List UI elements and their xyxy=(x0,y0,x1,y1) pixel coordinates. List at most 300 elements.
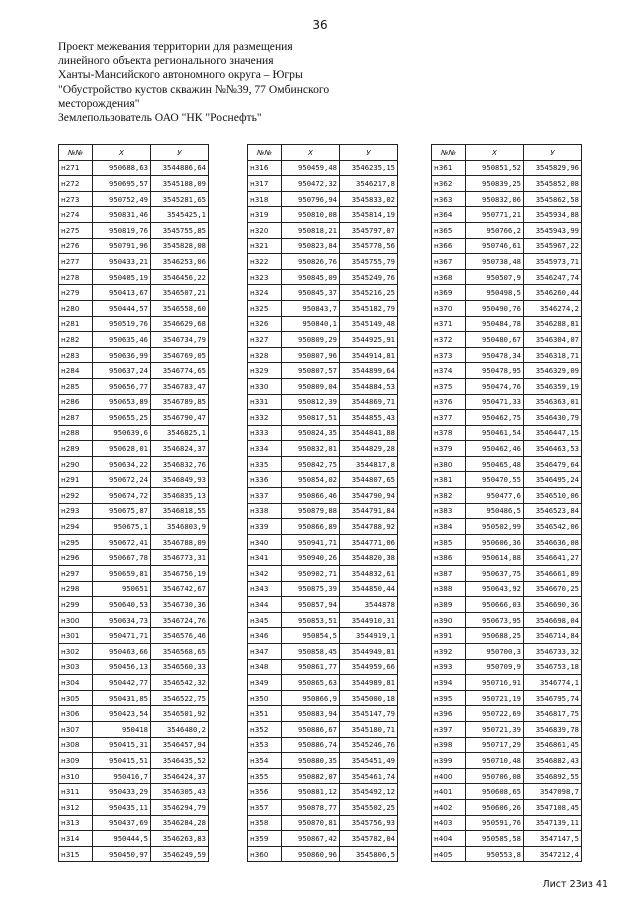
table-row xyxy=(432,300,582,316)
x-coordinate: 950637,24 xyxy=(93,363,151,379)
y-coordinate: 3545756,93 xyxy=(340,815,398,831)
y-coordinate: 3544771,06 xyxy=(340,534,398,550)
table-row xyxy=(248,550,398,566)
x-coordinate: 950486,5 xyxy=(466,503,524,519)
x-coordinate: 950865,63 xyxy=(282,675,340,691)
table-row xyxy=(432,363,582,379)
y-coordinate: 3545797,07 xyxy=(340,222,398,238)
y-coordinate: 3544878 xyxy=(340,597,398,613)
y-coordinate: 3545862,58 xyxy=(524,191,582,207)
x-coordinate: 950635,46 xyxy=(93,332,151,348)
y-coordinate: 3546424,37 xyxy=(151,768,209,784)
point-id: н313 xyxy=(59,815,93,831)
x-coordinate: 950442,77 xyxy=(93,675,151,691)
y-coordinate: 3546629,68 xyxy=(151,316,209,332)
table-row xyxy=(59,410,209,426)
table-row xyxy=(248,347,398,363)
point-id: н396 xyxy=(432,706,466,722)
x-coordinate: 950858,45 xyxy=(282,644,340,660)
y-coordinate: 3546363,01 xyxy=(524,394,582,410)
point-id: н327 xyxy=(248,332,282,348)
table-row xyxy=(432,675,582,691)
table-row xyxy=(248,753,398,769)
table-row xyxy=(248,441,398,457)
table-row xyxy=(432,566,582,582)
table-row xyxy=(432,846,582,862)
point-id: н312 xyxy=(59,799,93,815)
point-id: н404 xyxy=(432,831,466,847)
point-id: н347 xyxy=(248,644,282,660)
x-coordinate: 950444,57 xyxy=(93,300,151,316)
point-id: н401 xyxy=(432,784,466,800)
y-coordinate: 3546235,15 xyxy=(340,160,398,176)
x-coordinate: 950643,92 xyxy=(466,581,524,597)
x-coordinate: 950634,22 xyxy=(93,456,151,472)
table-row xyxy=(59,706,209,722)
title-line: линейного объекта регионального значения xyxy=(58,54,274,68)
point-id: н301 xyxy=(59,628,93,644)
point-id: н348 xyxy=(248,659,282,675)
point-id: н281 xyxy=(59,316,93,332)
table-row xyxy=(59,176,209,192)
point-id: н272 xyxy=(59,176,93,192)
x-coordinate: 950415,51 xyxy=(93,753,151,769)
table-row xyxy=(59,503,209,519)
table-row xyxy=(432,410,582,426)
table-row xyxy=(59,519,209,535)
point-id: н332 xyxy=(248,410,282,426)
point-id: н381 xyxy=(432,472,466,488)
y-coordinate: 3546447,15 xyxy=(524,425,582,441)
point-id: н395 xyxy=(432,690,466,706)
table-row xyxy=(59,721,209,737)
y-coordinate: 3546661,89 xyxy=(524,566,582,582)
point-id: н357 xyxy=(248,799,282,815)
table-row xyxy=(59,363,209,379)
point-id: н314 xyxy=(59,831,93,847)
y-coordinate: 3544886,64 xyxy=(151,160,209,176)
y-coordinate: 3544925,91 xyxy=(340,332,398,348)
y-coordinate: 3545833,02 xyxy=(340,191,398,207)
point-id: н392 xyxy=(432,644,466,660)
point-id: н277 xyxy=(59,254,93,270)
table-row xyxy=(59,347,209,363)
table-row xyxy=(248,456,398,472)
x-coordinate: 950902,71 xyxy=(282,566,340,582)
point-id: н317 xyxy=(248,176,282,192)
table-row xyxy=(59,566,209,582)
y-coordinate: 3546463,53 xyxy=(524,441,582,457)
table-row xyxy=(248,316,398,332)
x-coordinate: 950674,72 xyxy=(93,488,151,504)
y-coordinate: 3546253,06 xyxy=(151,254,209,270)
x-coordinate: 950866,89 xyxy=(282,519,340,535)
y-coordinate: 3545782,04 xyxy=(340,831,398,847)
y-coordinate: 3546274,2 xyxy=(524,300,582,316)
y-coordinate: 3545778,56 xyxy=(340,238,398,254)
title-line: Землепользователь ОАО "НК "Роснефть" xyxy=(58,111,262,125)
x-coordinate: 950810,08 xyxy=(282,207,340,223)
point-id: н287 xyxy=(59,410,93,426)
table-row xyxy=(248,721,398,737)
point-id: н376 xyxy=(432,394,466,410)
table-row xyxy=(432,378,582,394)
y-coordinate: 3546294,79 xyxy=(151,799,209,815)
point-id: н337 xyxy=(248,488,282,504)
x-coordinate: 950655,25 xyxy=(93,410,151,426)
point-id: н333 xyxy=(248,425,282,441)
point-id: н370 xyxy=(432,300,466,316)
point-id: н346 xyxy=(248,628,282,644)
table-row xyxy=(248,534,398,550)
x-coordinate: 950634,73 xyxy=(93,612,151,628)
y-coordinate: 3546479,64 xyxy=(524,456,582,472)
x-coordinate: 950498,5 xyxy=(466,285,524,301)
table-row xyxy=(432,737,582,753)
coordinates-table-2 xyxy=(247,144,398,862)
table-row xyxy=(248,706,398,722)
x-coordinate: 950866,9 xyxy=(282,690,340,706)
x-coordinate: 950435,11 xyxy=(93,799,151,815)
point-id: н398 xyxy=(432,737,466,753)
point-id: н336 xyxy=(248,472,282,488)
y-coordinate: 3544820,38 xyxy=(340,550,398,566)
point-id: н377 xyxy=(432,410,466,426)
y-coordinate: 3546456,22 xyxy=(151,269,209,285)
header-x: X xyxy=(282,145,340,161)
table-row xyxy=(248,394,398,410)
table-row xyxy=(248,176,398,192)
point-id: н400 xyxy=(432,768,466,784)
y-coordinate: 3546832,76 xyxy=(151,456,209,472)
x-coordinate: 950636,99 xyxy=(93,347,151,363)
x-coordinate: 950826,76 xyxy=(282,254,340,270)
point-id: н383 xyxy=(432,503,466,519)
y-coordinate: 3547147,5 xyxy=(524,831,582,847)
point-id: н282 xyxy=(59,332,93,348)
y-coordinate: 3545814,19 xyxy=(340,207,398,223)
table-row xyxy=(59,456,209,472)
point-id: н296 xyxy=(59,550,93,566)
point-id: н351 xyxy=(248,706,282,722)
y-coordinate: 3546430,79 xyxy=(524,410,582,426)
point-id: н338 xyxy=(248,503,282,519)
y-coordinate: 3546795,74 xyxy=(524,690,582,706)
table-row xyxy=(248,332,398,348)
table-row xyxy=(248,254,398,270)
x-coordinate: 950738,48 xyxy=(466,254,524,270)
y-coordinate: 3546756,19 xyxy=(151,566,209,582)
x-coordinate: 950880,35 xyxy=(282,753,340,769)
table-row xyxy=(59,550,209,566)
y-coordinate: 3546495,24 xyxy=(524,472,582,488)
y-coordinate: 3545461,74 xyxy=(340,768,398,784)
table-row xyxy=(248,378,398,394)
x-coordinate: 950840,1 xyxy=(282,316,340,332)
header-y: У xyxy=(151,145,209,161)
point-id: н322 xyxy=(248,254,282,270)
table-header-row xyxy=(248,145,398,161)
y-coordinate: 3545755,79 xyxy=(340,254,398,270)
table-row xyxy=(248,503,398,519)
table-row xyxy=(248,566,398,582)
y-coordinate: 3546803,9 xyxy=(151,519,209,535)
point-id: н323 xyxy=(248,269,282,285)
x-coordinate: 950591,76 xyxy=(466,815,524,831)
header-x: X xyxy=(93,145,151,161)
point-id: н303 xyxy=(59,659,93,675)
point-id: н394 xyxy=(432,675,466,691)
table-row xyxy=(248,768,398,784)
x-coordinate: 950796,94 xyxy=(282,191,340,207)
table-row xyxy=(248,737,398,753)
x-coordinate: 950722,69 xyxy=(466,706,524,722)
table-row xyxy=(248,690,398,706)
table-row xyxy=(432,721,582,737)
x-coordinate: 950673,95 xyxy=(466,612,524,628)
point-id: н316 xyxy=(248,160,282,176)
table-row xyxy=(59,394,209,410)
table-row xyxy=(59,675,209,691)
x-coordinate: 950819,76 xyxy=(93,222,151,238)
x-coordinate: 950832,81 xyxy=(282,441,340,457)
table-row xyxy=(248,831,398,847)
x-coordinate: 950746,61 xyxy=(466,238,524,254)
y-coordinate: 3546882,43 xyxy=(524,753,582,769)
y-coordinate: 3544841,88 xyxy=(340,425,398,441)
point-id: н340 xyxy=(248,534,282,550)
x-coordinate: 950405,19 xyxy=(93,269,151,285)
table-row xyxy=(248,659,398,675)
point-id: н368 xyxy=(432,269,466,285)
y-coordinate: 3546774,65 xyxy=(151,363,209,379)
page-number: 36 xyxy=(312,18,328,32)
table-row xyxy=(432,191,582,207)
table-row xyxy=(248,269,398,285)
x-coordinate: 950433,21 xyxy=(93,254,151,270)
x-coordinate: 950882,07 xyxy=(282,768,340,784)
table-row xyxy=(248,191,398,207)
y-coordinate: 3544959,66 xyxy=(340,659,398,675)
y-coordinate: 3546714,84 xyxy=(524,628,582,644)
y-coordinate: 3545852,08 xyxy=(524,176,582,192)
point-id: н388 xyxy=(432,581,466,597)
y-coordinate: 3546249,59 xyxy=(151,846,209,862)
table-row xyxy=(59,191,209,207)
y-coordinate: 3546730,36 xyxy=(151,597,209,613)
point-id: н344 xyxy=(248,597,282,613)
x-coordinate: 950484,78 xyxy=(466,316,524,332)
y-coordinate: 3545281,65 xyxy=(151,191,209,207)
point-id: н318 xyxy=(248,191,282,207)
x-coordinate: 950437,69 xyxy=(93,815,151,831)
y-coordinate: 3546304,07 xyxy=(524,332,582,348)
point-id: н306 xyxy=(59,706,93,722)
y-coordinate: 3546435,52 xyxy=(151,753,209,769)
x-coordinate: 950817,51 xyxy=(282,410,340,426)
table-row xyxy=(432,269,582,285)
x-coordinate: 950721,39 xyxy=(466,721,524,737)
y-coordinate: 3547139,11 xyxy=(524,815,582,831)
y-coordinate: 3546861,45 xyxy=(524,737,582,753)
table-row xyxy=(59,768,209,784)
coordinates-table-3 xyxy=(431,144,582,862)
y-coordinate: 3545000,18 xyxy=(340,690,398,706)
point-id: н329 xyxy=(248,363,282,379)
x-coordinate: 950851,52 xyxy=(466,160,524,176)
point-id: н295 xyxy=(59,534,93,550)
point-id: н284 xyxy=(59,363,93,379)
point-id: н349 xyxy=(248,675,282,691)
x-coordinate: 950462,46 xyxy=(466,441,524,457)
point-id: н334 xyxy=(248,441,282,457)
point-id: н330 xyxy=(248,378,282,394)
y-coordinate: 3545967,22 xyxy=(524,238,582,254)
y-coordinate: 3546576,46 xyxy=(151,628,209,644)
point-id: н325 xyxy=(248,300,282,316)
table-row xyxy=(248,410,398,426)
point-id: н364 xyxy=(432,207,466,223)
y-coordinate: 3546670,25 xyxy=(524,581,582,597)
x-coordinate: 950614,88 xyxy=(466,550,524,566)
table-row xyxy=(432,160,582,176)
x-coordinate: 950416,7 xyxy=(93,768,151,784)
x-coordinate: 950666,03 xyxy=(466,597,524,613)
y-coordinate: 3545188,09 xyxy=(151,176,209,192)
point-id: н308 xyxy=(59,737,93,753)
title-line: Ханты-Мансийского автономного округа – Югры xyxy=(58,68,303,82)
table-row xyxy=(59,488,209,504)
x-coordinate: 950519,76 xyxy=(93,316,151,332)
y-coordinate: 3545829,96 xyxy=(524,160,582,176)
x-coordinate: 950717,29 xyxy=(466,737,524,753)
y-coordinate: 3544829,28 xyxy=(340,441,398,457)
point-id: н276 xyxy=(59,238,93,254)
table-row xyxy=(59,753,209,769)
y-coordinate: 3546260,44 xyxy=(524,285,582,301)
y-coordinate: 3546636,08 xyxy=(524,534,582,550)
x-coordinate: 950854,5 xyxy=(282,628,340,644)
y-coordinate: 3546318,71 xyxy=(524,347,582,363)
table-row xyxy=(59,160,209,176)
table-row xyxy=(248,612,398,628)
point-id: н279 xyxy=(59,285,93,301)
x-coordinate: 950854,02 xyxy=(282,472,340,488)
sheet-label: Лист 23из 41 xyxy=(542,879,608,890)
point-id: н304 xyxy=(59,675,93,691)
x-coordinate: 950857,94 xyxy=(282,597,340,613)
table-row xyxy=(432,207,582,223)
table-row xyxy=(59,597,209,613)
x-coordinate: 950415,31 xyxy=(93,737,151,753)
point-id: н379 xyxy=(432,441,466,457)
table-row xyxy=(59,441,209,457)
y-coordinate: 3546501,92 xyxy=(151,706,209,722)
point-id: н352 xyxy=(248,721,282,737)
point-id: н399 xyxy=(432,753,466,769)
table-row xyxy=(248,222,398,238)
x-coordinate: 950477,6 xyxy=(466,488,524,504)
table-row xyxy=(248,815,398,831)
point-id: н363 xyxy=(432,191,466,207)
x-coordinate: 950656,77 xyxy=(93,378,151,394)
y-coordinate: 3546790,47 xyxy=(151,410,209,426)
y-coordinate: 3546359,19 xyxy=(524,378,582,394)
point-id: н300 xyxy=(59,612,93,628)
header-id: №№ xyxy=(59,145,93,161)
point-id: н275 xyxy=(59,222,93,238)
x-coordinate: 950672,24 xyxy=(93,472,151,488)
point-id: н298 xyxy=(59,581,93,597)
x-coordinate: 950860,96 xyxy=(282,846,340,862)
x-coordinate: 950472,32 xyxy=(282,176,340,192)
table-row xyxy=(432,441,582,457)
point-id: н307 xyxy=(59,721,93,737)
x-coordinate: 950870,81 xyxy=(282,815,340,831)
y-coordinate: 3544788,92 xyxy=(340,519,398,535)
point-id: н393 xyxy=(432,659,466,675)
point-id: н384 xyxy=(432,519,466,535)
y-coordinate: 3546773,31 xyxy=(151,550,209,566)
table-row xyxy=(432,628,582,644)
y-coordinate: 3546284,28 xyxy=(151,815,209,831)
table-row xyxy=(59,332,209,348)
point-id: н297 xyxy=(59,566,93,582)
table-row xyxy=(432,425,582,441)
point-id: н289 xyxy=(59,441,93,457)
x-coordinate: 950640,53 xyxy=(93,597,151,613)
point-id: н320 xyxy=(248,222,282,238)
x-coordinate: 950502,99 xyxy=(466,519,524,535)
table-row xyxy=(432,238,582,254)
x-coordinate: 950418 xyxy=(93,721,151,737)
y-coordinate: 3545943,99 xyxy=(524,222,582,238)
x-coordinate: 950423,54 xyxy=(93,706,151,722)
point-id: н372 xyxy=(432,332,466,348)
y-coordinate: 3547098,7 xyxy=(524,784,582,800)
y-coordinate: 3546247,74 xyxy=(524,269,582,285)
table-row xyxy=(432,831,582,847)
x-coordinate: 950845,09 xyxy=(282,269,340,285)
point-id: н403 xyxy=(432,815,466,831)
header-id: №№ xyxy=(432,145,466,161)
y-coordinate: 3545502,25 xyxy=(340,799,398,815)
table-row xyxy=(59,799,209,815)
y-coordinate: 3546507,21 xyxy=(151,285,209,301)
table-row xyxy=(432,815,582,831)
x-coordinate: 950842,75 xyxy=(282,456,340,472)
x-coordinate: 950659,81 xyxy=(93,566,151,582)
y-coordinate: 3546789,85 xyxy=(151,394,209,410)
x-coordinate: 950456,13 xyxy=(93,659,151,675)
point-id: н366 xyxy=(432,238,466,254)
y-coordinate: 3545425,1 xyxy=(151,207,209,223)
table-row xyxy=(59,534,209,550)
table-row xyxy=(59,254,209,270)
y-coordinate: 3547212,4 xyxy=(524,846,582,862)
x-coordinate: 950553,8 xyxy=(466,846,524,862)
point-id: н375 xyxy=(432,378,466,394)
y-coordinate: 3546288,81 xyxy=(524,316,582,332)
point-id: н273 xyxy=(59,191,93,207)
x-coordinate: 950450,97 xyxy=(93,846,151,862)
x-coordinate: 950875,39 xyxy=(282,581,340,597)
y-coordinate: 3545492,12 xyxy=(340,784,398,800)
table-row xyxy=(59,644,209,660)
y-coordinate: 3546825,1 xyxy=(151,425,209,441)
y-coordinate: 3546769,05 xyxy=(151,347,209,363)
y-coordinate: 3545249,76 xyxy=(340,269,398,285)
